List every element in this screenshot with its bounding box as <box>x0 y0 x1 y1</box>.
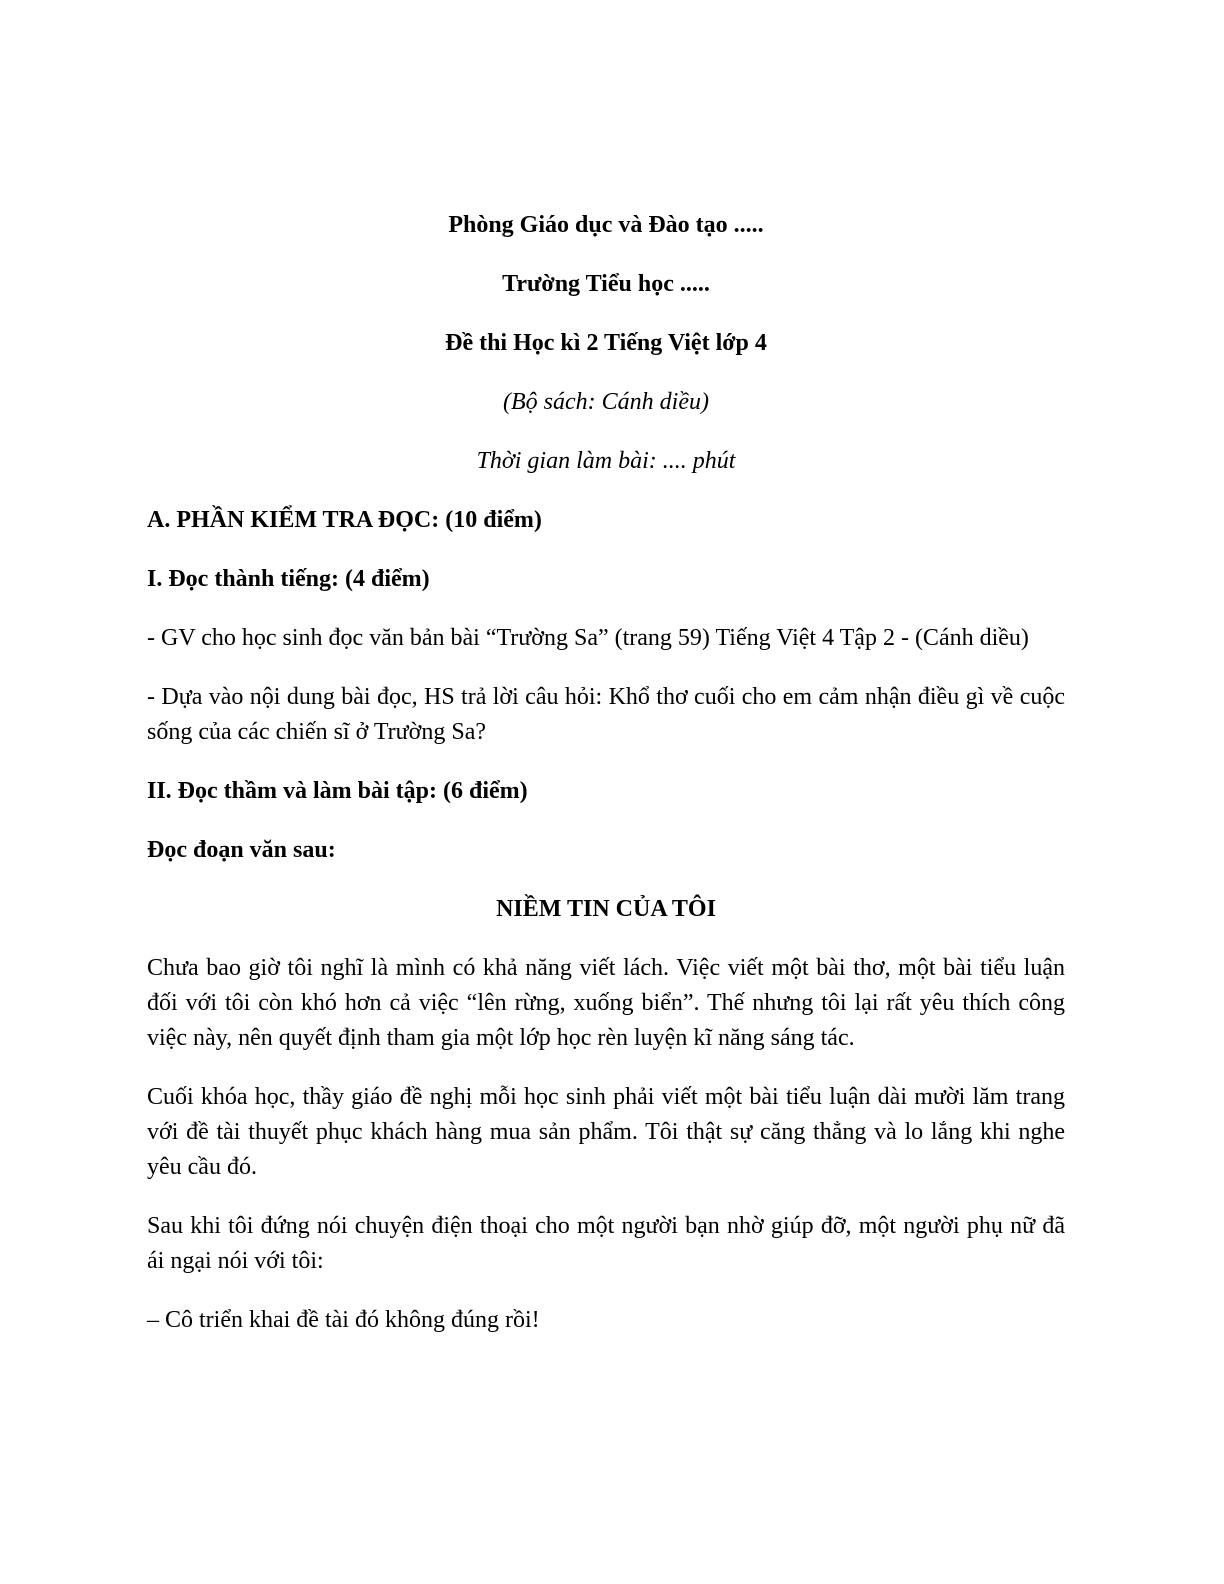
time-allowed: Thời gian làm bài: .... phút <box>476 448 736 474</box>
part-1-instruction-1: - GV cho học sinh đọc văn bản bài “Trường Sa” (trang 59) Tiếng Việt 4 Tập 2 - (Cánh diều) <box>147 625 1029 651</box>
section-a-title: A. PHẦN KIỂM TRA ĐỌC: (10 điểm) <box>147 507 542 533</box>
part-2-title: II. Đọc thầm và làm bài tập: (6 điểm) <box>147 778 528 804</box>
story-paragraph: Sau khi tôi đứng nói chuyện điện thoại cho một người bạn nhờ giúp đỡ, một người phụ nữ đã ái ngại nói với tôi: <box>147 1213 1065 1274</box>
book-series: (Bộ sách: Cánh diều) <box>503 389 709 415</box>
story-paragraph: Chưa bao giờ tôi nghĩ là mình có khả năng viết lách. Việc viết một bài thơ, một bài tiểu luận đối với tôi còn khó hơn cả việc “lên rừng, xuống biển”. Thế nhưng tôi lại rất yêu thích công việc này, nên quyết định tham gia một lớp học rèn luyện kĩ năng sáng tác. <box>147 955 1065 1051</box>
story-paragraph: – Cô triển khai đề tài đó không đúng rồi! <box>147 1307 540 1333</box>
part-1-instruction-2: - Dựa vào nội dung bài đọc, HS trả lời câu hỏi: Khổ thơ cuối cho em cảm nhận điều gì về cuộc sống của các chiến sĩ ở Trường Sa? <box>147 684 1065 745</box>
document-page <box>147 208 1065 1362</box>
exam-title: Đề thi Học kì 2 Tiếng Việt lớp 4 <box>445 330 767 356</box>
department-heading: Phòng Giáo dục và Đào tạo ..... <box>448 212 764 238</box>
part-2-prompt: Đọc đoạn văn sau: <box>147 837 336 863</box>
part-1-title: I. Đọc thành tiếng: (4 điểm) <box>147 566 430 592</box>
school-heading: Trường Tiểu học ..... <box>502 271 710 297</box>
story-title: NIỀM TIN CỦA TÔI <box>496 896 716 922</box>
story-paragraph: Cuối khóa học, thầy giáo đề nghị mỗi học sinh phải viết một bài tiểu luận dài mười lăm trang với đề tài thuyết phục khách hàng mua sản phẩm. Tôi thật sự căng thẳng và lo lắng khi nghe yêu cầu đó. <box>147 1084 1065 1180</box>
